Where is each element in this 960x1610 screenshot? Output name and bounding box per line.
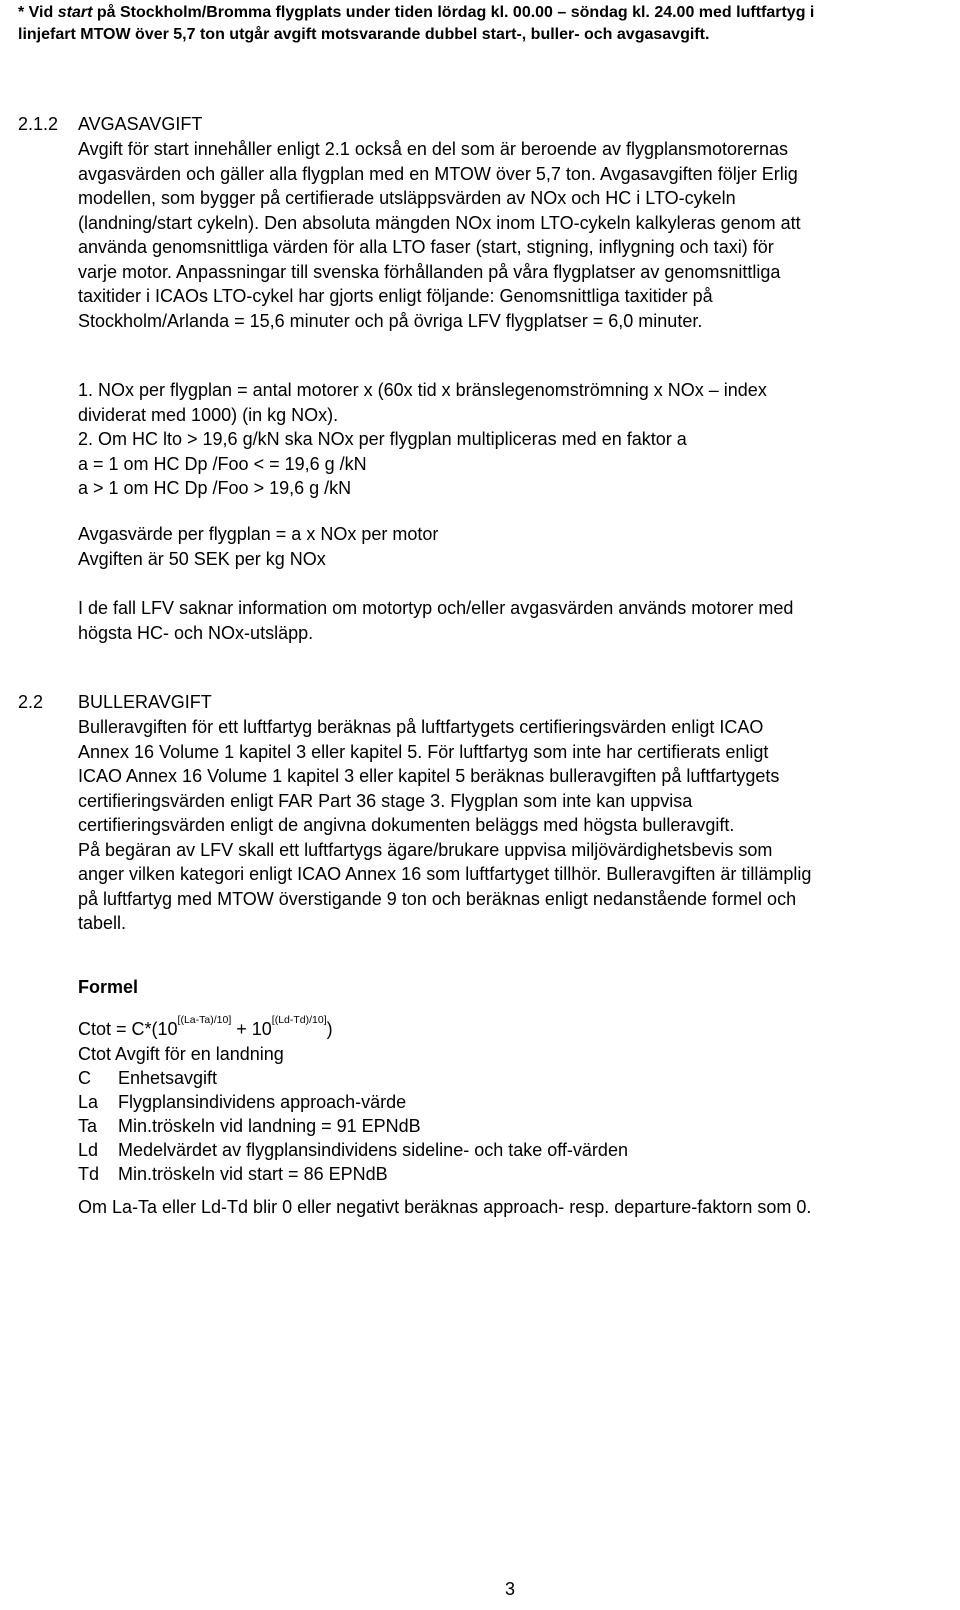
definition-desc: Min.tröskeln vid landning = 91 EPNdB — [118, 1116, 421, 1136]
definition-desc: Min.tröskeln vid start = 86 EPNdB — [118, 1164, 388, 1184]
header-note-line-1: * Vid start på Stockholm/Bromma flygplats under tiden lördag kl. 00.00 – söndag kl. 24.00 med luftfartyg i — [18, 4, 815, 21]
avgas-paragraph — [78, 137, 950, 333]
header-note-line-2: linjefart MTOW över 5,7 ton utgår avgift motsvarande dubbel start-, buller- och avgasavgift. — [18, 26, 710, 43]
header-note — [18, 2, 948, 46]
definition-term: Ta — [78, 1116, 98, 1136]
fallback-line: högsta HC- och NOx-utsläpp. — [78, 622, 314, 643]
definition-term: Ld — [78, 1140, 99, 1160]
paragraph-line: På begäran av LFV skall ett luftfartygs ägare/brukare uppvisa miljövärdighetsbevis som — [78, 839, 773, 860]
paragraph-line: modellen, som bygger på certifierade utsläppsvärden av NOx och HC i LTO-cykeln — [78, 188, 736, 208]
rule-line: a = 1 om HC Dp /Foo < = 19,6 g /kN — [78, 453, 367, 474]
buller-paragraph — [78, 715, 950, 936]
avgas-fallback — [78, 596, 950, 645]
definition-desc: Avgift för en landning — [115, 1044, 284, 1064]
noise-formula — [78, 1015, 333, 1043]
definition-desc: Enhetsavgift — [118, 1068, 218, 1088]
formula-definitions — [78, 1042, 628, 1186]
paragraph-line: certifieringsvärden enligt de angivna dokumenten beläggs med högsta bulleravgift. — [78, 815, 735, 835]
definition-term: La — [78, 1092, 99, 1112]
formula-lhs: Ctot = C*(10 — [78, 1019, 178, 1039]
paragraph-line: på luftfartyg med MTOW överstigande 9 ton och beräknas enligt nedanstående formel och — [78, 888, 797, 909]
formula-exponent-2: [(Ld-Td)/10] — [271, 1014, 327, 1026]
paragraph-line: använda genomsnittliga värden för alla LTO faser (start, stigning, inflygning och taxi) för — [78, 237, 774, 257]
paragraph-line: taxitider i ICAOs LTO-cykel har gjorts enligt följande: Genomsnittliga taxitider på — [78, 286, 713, 306]
rule-line: a > 1 om HC Dp /Foo > 19,6 g /kN — [78, 478, 352, 498]
paragraph-line: ICAO Annex 16 Volume 1 kapitel 3 eller kapitel 5 beräknas bulleravgiften på luftfartygets — [78, 766, 780, 786]
charge-line: Avgiften är 50 SEK per kg NOx — [78, 548, 326, 569]
definition-la — [78, 1090, 628, 1114]
definition-term: Ctot — [78, 1044, 112, 1064]
formula-exponent-1: [(La-Ta)/10] — [177, 1014, 232, 1026]
rule-line: 2. Om HC lto > 19,6 g/kN ska NOx per flygplan multipliceras med en faktor a — [78, 429, 687, 449]
paragraph-line: tabell. — [78, 913, 127, 933]
definition-term: Td — [78, 1164, 100, 1184]
paragraph-line: Annex 16 Volume 1 kapitel 3 eller kapitel 5. För luftfartyg som inte har certifierats enligt — [78, 741, 769, 762]
paragraph-line: Avgift för start innehåller enligt 2.1 också en del som är beroende av flygplansmotorernas — [78, 139, 789, 159]
paragraph-line: certifieringsvärden enligt FAR Part 36 stage 3. Flygplan som inte kan uppvisa — [78, 790, 693, 811]
page-number: 3 — [505, 1579, 516, 1599]
definition-desc: Medelvärdet av flygplansindividens sideline- och take off-värden — [118, 1140, 628, 1160]
avgas-charge — [78, 522, 950, 571]
closing-statement: Om La-Ta eller Ld-Td blir 0 eller negativt beräknas approach- resp. departure-faktorn som 0. — [78, 1197, 812, 1217]
formula-heading: Formel — [78, 977, 139, 997]
paragraph-line: Stockholm/Arlanda = 15,6 minuter och på övriga LFV flygplatser = 6,0 minuter. — [78, 310, 703, 331]
paragraph-line: Bulleravgiften för ett luftfartyg beräknas på luftfartygets certifieringsvärden enligt ICAO — [78, 717, 764, 737]
definition-td — [78, 1162, 628, 1186]
definition-term: C — [78, 1068, 91, 1088]
definition-desc: Flygplansindividens approach-värde — [118, 1092, 407, 1112]
definition-c — [78, 1066, 628, 1090]
definition-ctot — [78, 1042, 628, 1066]
section-title-bulleravgift: BULLERAVGIFT — [78, 692, 212, 712]
rule-line: 1. NOx per flygplan = antal motorer x (60x tid x bränslegenomströmning x NOx – index — [78, 380, 767, 400]
paragraph-line: varje motor. Anpassningar till svenska förhållanden på våra flygplatser av genomsnittliga — [78, 261, 781, 282]
formula-mid: + 10 — [231, 1019, 272, 1039]
section-number-2-1-2: 2.1.2 — [18, 114, 59, 134]
paragraph-line: (landning/start cykeln). Den absoluta mängden NOx inom LTO-cykeln kalkyleras genom att — [78, 212, 801, 233]
section-number-2-2: 2.2 — [18, 692, 44, 712]
definition-ta — [78, 1114, 628, 1138]
formula-close: ) — [326, 1019, 333, 1039]
charge-line: Avgasvärde per flygplan = a x NOx per motor — [78, 524, 439, 544]
rule-line: dividerat med 1000) (in kg NOx). — [78, 404, 339, 425]
paragraph-line: avgasvärden och gäller alla flygplan med en MTOW över 5,7 ton. Avgasavgiften följer Erlig — [78, 163, 798, 184]
section-title-avgasavgift: AVGASAVGIFT — [78, 114, 203, 134]
fallback-line: I de fall LFV saknar information om motortyp och/eller avgasvärden används motorer med — [78, 598, 794, 618]
avgas-rules — [78, 378, 950, 501]
definition-ld — [78, 1138, 628, 1162]
paragraph-line: anger vilken kategori enligt ICAO Annex 16 som luftfartyget tillhör. Bulleravgiften är tillämplig — [78, 864, 812, 884]
